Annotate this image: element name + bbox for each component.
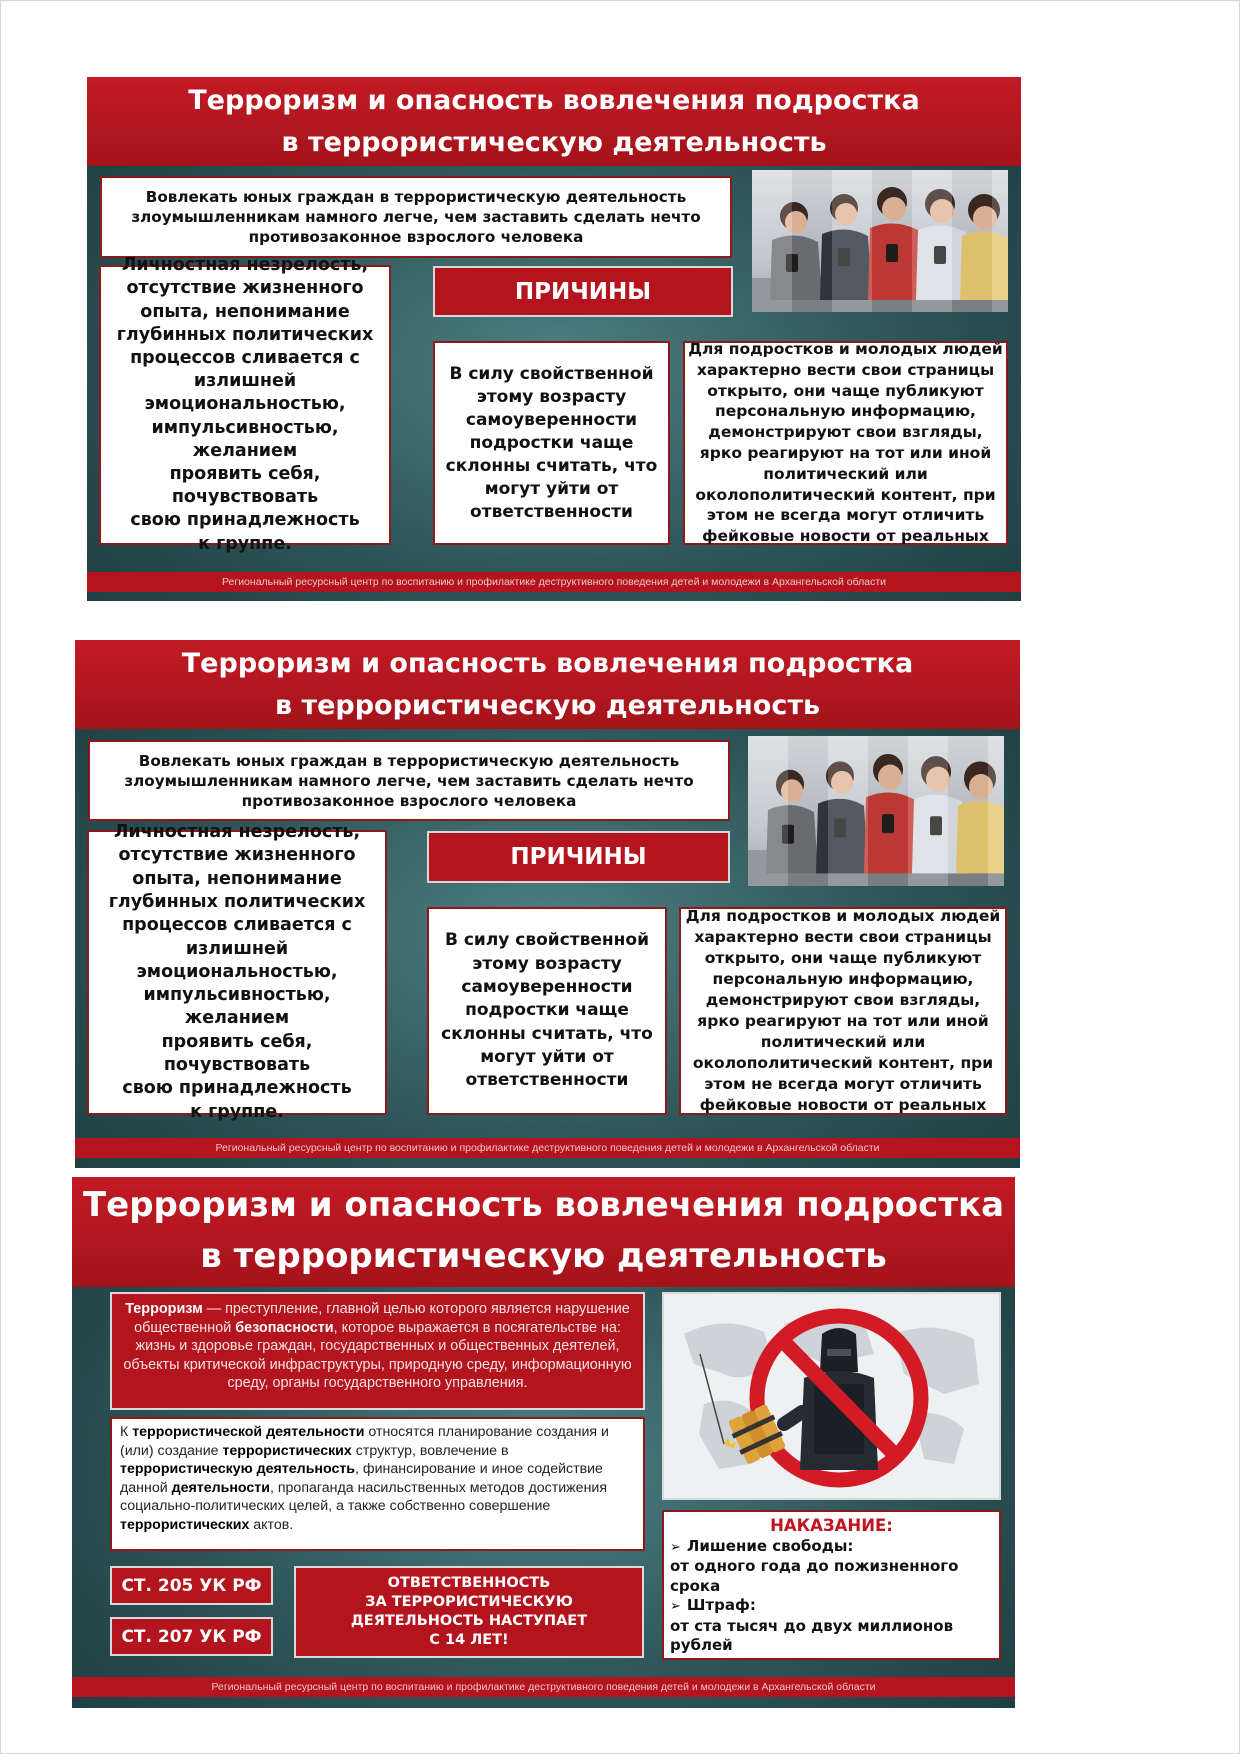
reason-box-2 [433,341,670,545]
intro-text: Вовлекать юных граждан в террористическую деятельность злоумышленникам намного легче, чем заставить сделать нечто противозаконное взрослого человека [131,188,701,246]
title-line-1: Терроризм и опасность вовлечения подростка [181,648,914,679]
title-line-1: Терроризм и опасность вовлечения подростка [188,85,920,116]
title-line-1: Терроризм и опасность вовлечения подростка [82,1185,1005,1225]
punishment-item-prison: ➢ Лишение свободы: [670,1537,993,1558]
definition-text-1: — преступление, главной целью которого является нарушение общественной [134,1301,630,1336]
terrorist-activity-box: К террористической деятельности относятся планирование создания и (или) создание террористических структур, вовлечение в террористическую деятельность, финансирование и иное содействие данной деятельности, пропаганда насильственных методов достижения социально-политических целей, а также собственно совершение террористических актов. [110,1417,645,1551]
reason-2-text: В силу свойственной этому возрасту самоуверенности подростки чаще склонны считать, что могут уйти от ответственности [441,930,653,1091]
title-line-2: в террористическую деятельность [281,127,827,158]
responsibility-box [294,1566,644,1658]
poster-law [72,1177,1015,1708]
prohibition-illustration-icon [664,1294,999,1498]
reason-1-text: Личностная незрелость, отсутствие жизненного опыта, непонимание глубинных политических процессов сливается с излишней эмоциональностью, импульсивностью, желанием проявить себя, почувствовать свою принадлежность к группе. [108,822,366,1122]
poster-title [87,77,1021,166]
article-207-badge [110,1617,273,1656]
reason-3-text: Для подростков и молодых людей характерно вести свои страницы открыто, они чаще публикуют персональную информацию, демонстрируют свои взгляды, ярко реагируют на тот или иной политический или околополитический контент, при этом не всегда могут отличить фейковые новости от реальных [685,907,1001,1114]
teenagers-with-phones-photo [752,170,1008,312]
definition-text-2: , которое выражается в посягательстве на: жизнь и здоровье граждан, государственных и общественных деятелей, объекты критической инфраструктуры, природную среду, информационную среду, органы государственного управления. [123,1319,632,1392]
reason-box-3 [679,907,1007,1115]
title-line-2: в террористическую деятельность [274,690,821,721]
definition-term-2: безопасности [235,1319,334,1336]
intro-box [88,740,730,821]
poster-reasons-2 [75,640,1020,1168]
reason-3-text: Для подростков и молодых людей характерно вести свои страницы открыто, они чаще публикуют персональную информацию, демонстрируют свои взгляды, ярко реагируют на тот или иной политический или околополитический контент, при этом не всегда могут отличить фейковые новости от реальных [688,340,1003,546]
article-205-badge [110,1566,273,1605]
reason-1-text: Личностная незрелость, отсутствие жизненного опыта, непонимание глубинных политических процессов сливается с излишней эмоциональностью, импульсивностью, желанием проявить себя, почувствовать свою принадлежность к группе. [116,255,374,554]
punishment-fine-detail: от ста тысяч до двух миллионов рублей [670,1616,954,1654]
reason-box-3 [683,341,1008,545]
reason-box-1 [99,255,391,554]
article-205-label: СТ. 205 УК РФ [121,1575,262,1596]
poster-footer: Региональный ресурсный центр по воспитанию и профилактике деструктивного поведения детей и молодежи в Архангельской области [75,1138,1020,1158]
reasons-heading-label: ПРИЧИНЫ [510,844,647,870]
reasons-heading [433,266,733,317]
responsibility-text: ОТВЕТСТВЕННОСТЬ ЗА ТЕРРОРИСТИЧЕСКУЮ ДЕЯТЕЛЬНОСТЬ НАСТУПАЕТ С 14 ЛЕТ! [350,1575,588,1648]
reason-box-2 [427,907,667,1115]
terrorist-prohibited-sign [662,1292,1001,1500]
poster-reasons-1 [87,77,1021,601]
poster-title [72,1177,1015,1287]
article-207-label: СТ. 207 УК РФ [121,1626,262,1647]
poster-footer: Региональный ресурсный центр по воспитанию и профилактике деструктивного поведения детей и молодежи в Архангельской области [87,572,1021,592]
poster-footer: Региональный ресурсный центр по воспитанию и профилактике деструктивного поведения детей и молодежи в Архангельской области [72,1677,1015,1697]
reasons-heading-label: ПРИЧИНЫ [514,278,652,305]
intro-text: Вовлекать юных граждан в террористическую деятельность злоумышленникам намного легче, чем заставить сделать нечто противозаконное взрослого человека [124,751,694,810]
reasons-heading [427,831,730,883]
reason-2-text: В силу свойственной этому возрасту самоуверенности подростки чаще склонны считать, что могут уйти от ответственности [445,363,658,522]
title-line-2: в террористическую деятельность [200,1236,887,1276]
reason-box-1 [87,822,387,1122]
punishment-title: НАКАЗАНИЕ: [770,1516,893,1535]
punishment-item-fine: ➢ Штраф: [670,1596,993,1617]
punishment-box [662,1510,1001,1660]
definition-term: Терроризм [125,1301,203,1317]
punishment-prison-detail: от одного года до пожизненного срока [670,1557,959,1595]
poster-title [75,640,1020,729]
intro-box [100,176,732,258]
teenagers-with-phones-photo [748,736,1004,886]
terrorism-definition-box [110,1292,645,1410]
